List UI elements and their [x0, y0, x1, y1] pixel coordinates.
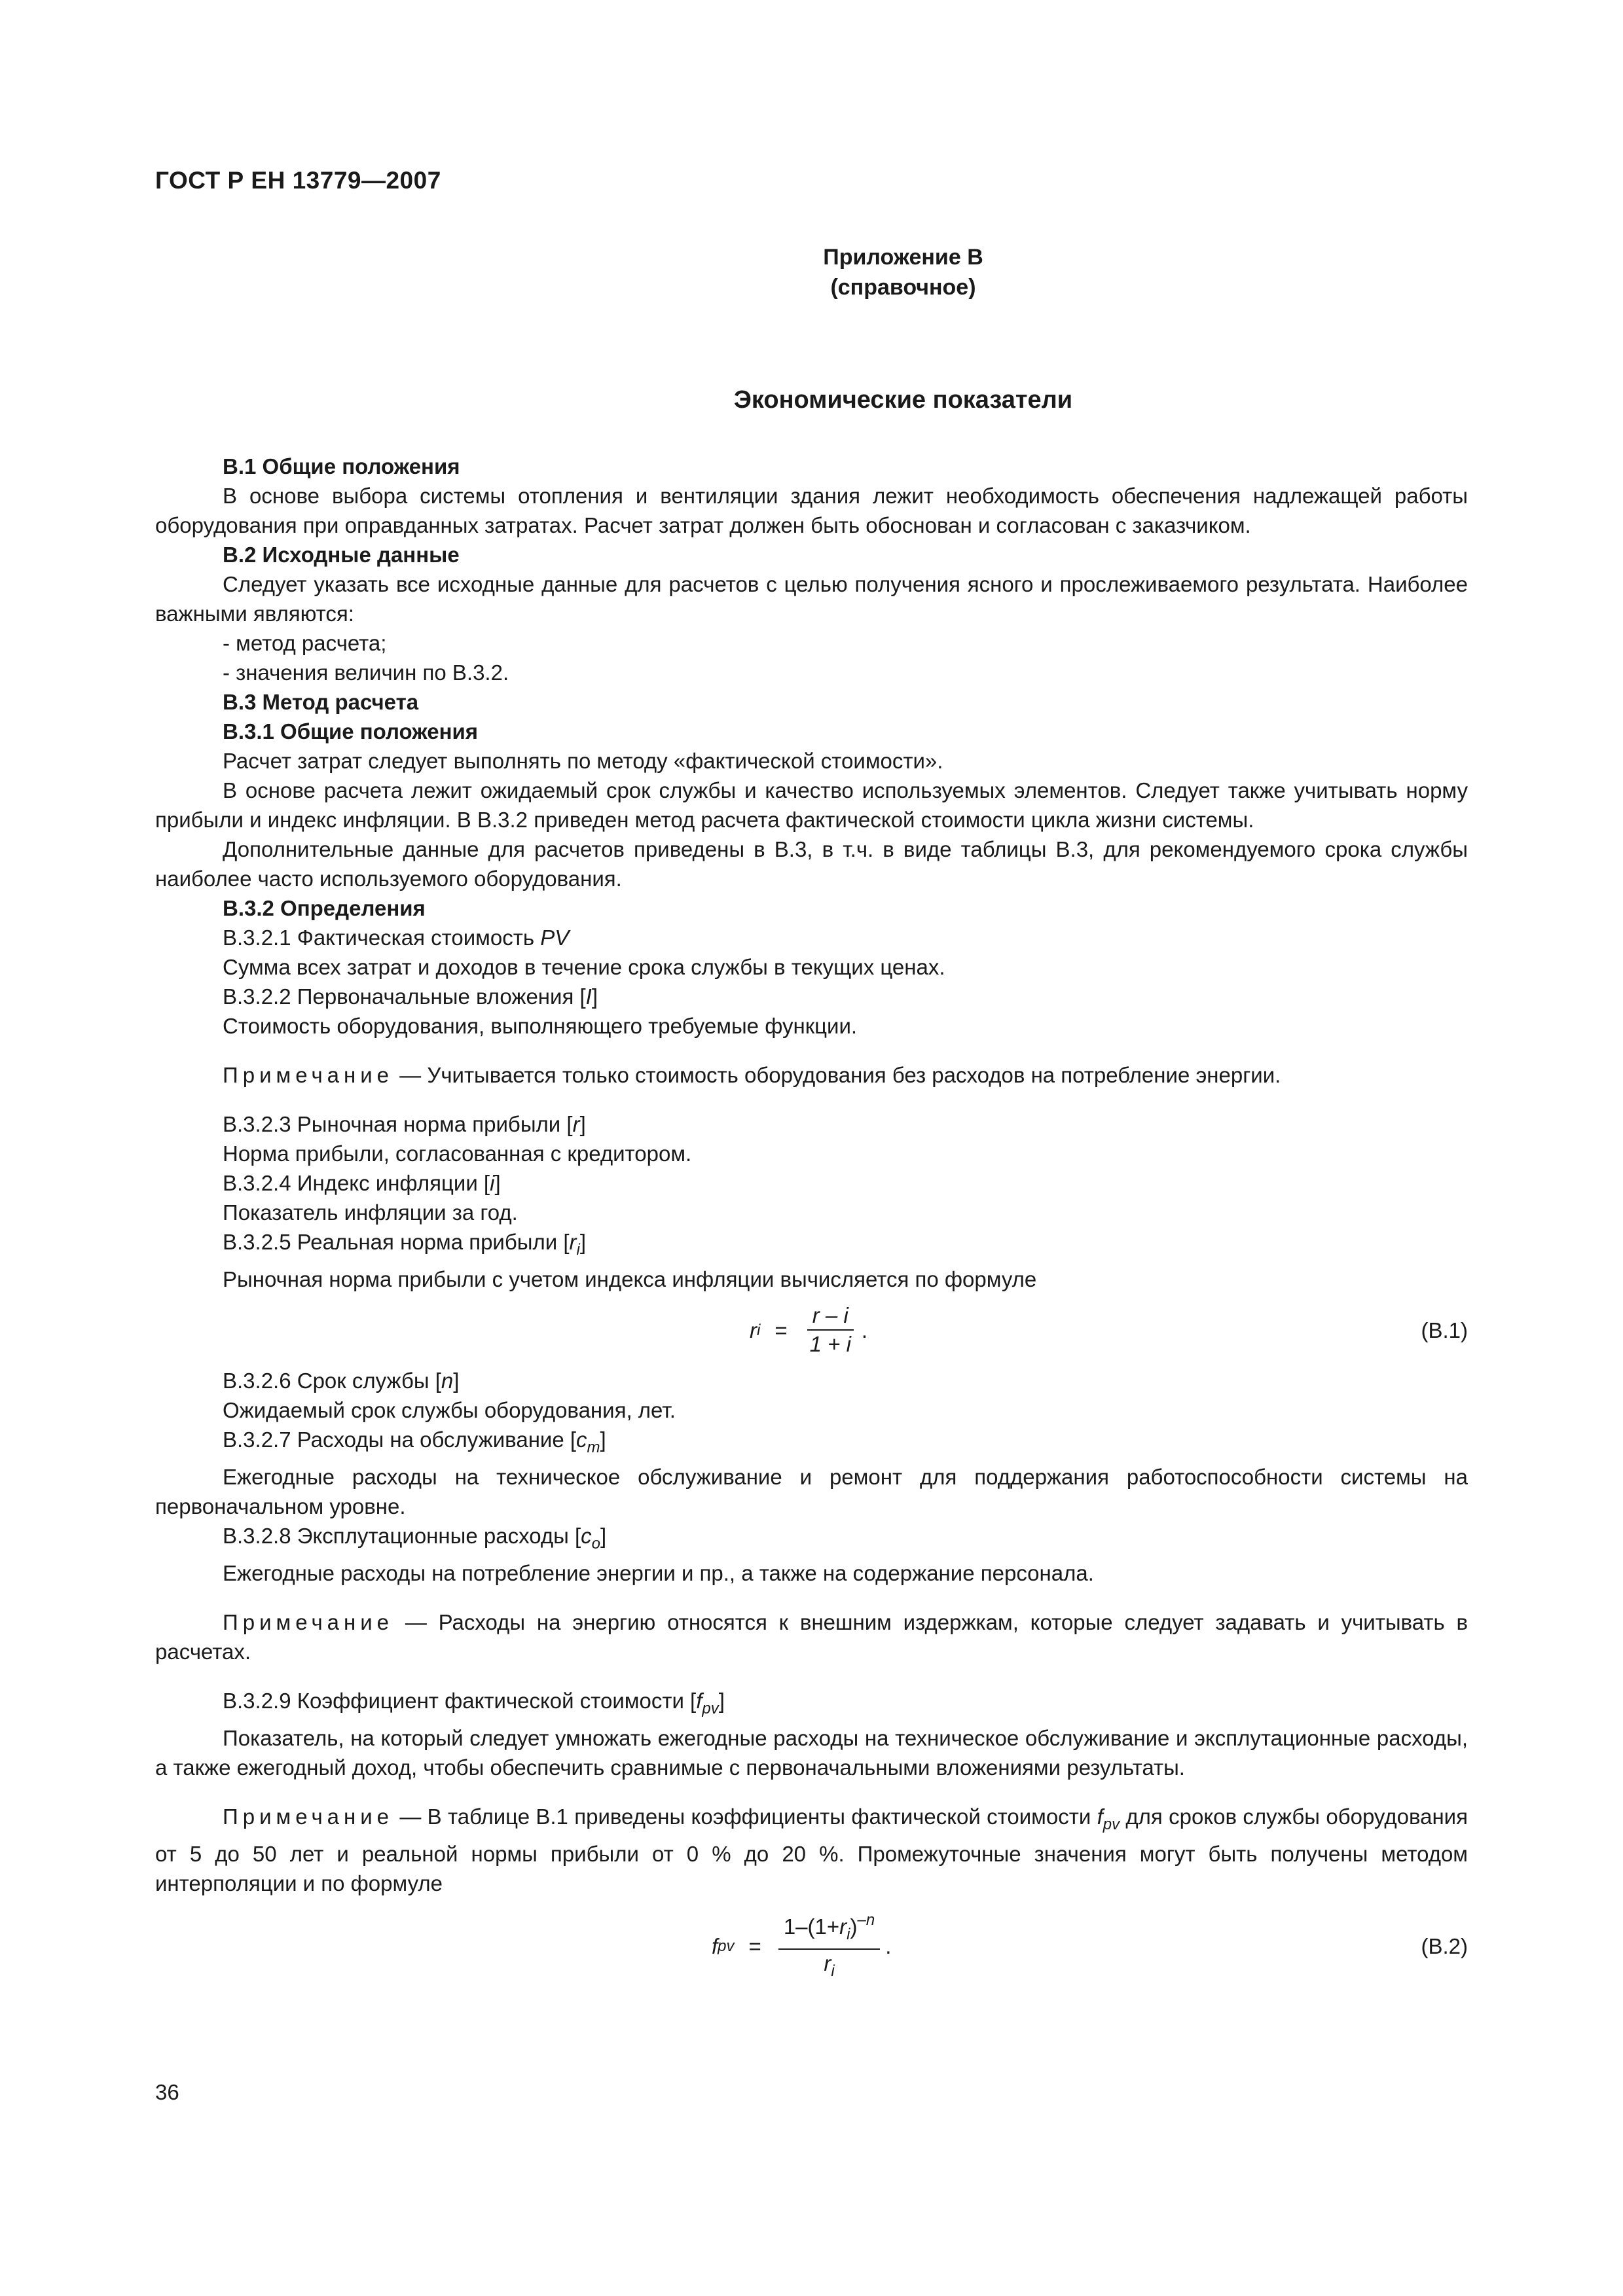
appendix-type: (справочное) [830, 275, 976, 300]
formula-b2-expression [712, 1910, 891, 1982]
note-text: для сроков службы оборудования от 5 до 50 лет и реальной нормы прибыли от 0 % до 20 %. Промежуточные значения могут быть получены методом интерполяции и по формуле [155, 1804, 1468, 1895]
bracket: ] [579, 1112, 586, 1136]
heading-b1: В.1 Общие положения [223, 454, 460, 478]
paragraph-b2: Следует указать все исходные данные для расчетов с целью получения ясного и прослеживаемого результата. Наиболее важными являются: [155, 572, 1468, 626]
numerator-text: r – i [812, 1303, 848, 1327]
definition-label: В.3.2.6 Срок службы [ [223, 1369, 441, 1393]
section-title-text: Экономические показатели [733, 386, 1073, 414]
symbol: n [441, 1369, 454, 1393]
definition-text: Сумма всех затрат и доходов в течение срока службы в текущих ценах. [223, 955, 945, 979]
note-label: Примечание [223, 1063, 394, 1087]
note-label: Примечание [223, 1610, 394, 1634]
formula-b1 [155, 1294, 1468, 1366]
note-text: — Расходы на энергию относятся к внешним издержкам, которые следует задавать и учитывать в расчетах. [155, 1610, 1468, 1664]
bracket: ] [453, 1369, 460, 1393]
fraction-numerator [807, 1303, 854, 1331]
formula-period: . [885, 1933, 892, 1958]
heading-b3: В.3 Метод расчета [223, 690, 419, 714]
list-item: - значения величин по В.3.2. [223, 660, 509, 685]
definition-text: Показатель, на который следует умножать ежегодные расходы на техническое обслуживание и эксплутационные расходы, а также ежегодный доход, чтобы обеспечить сравнимые с первоначальными вложениями результаты. [155, 1726, 1468, 1780]
bracket: ] [494, 1171, 501, 1195]
definition-label: В.3.2.2 Первоначальные вложения [ [223, 984, 586, 1009]
definition-fpv [155, 1686, 1468, 1723]
paragraph-b31-1: Расчет затрат следует выполнять по методу «фактической стоимости». [223, 749, 943, 773]
definition-r [155, 1109, 1468, 1139]
bracket: ] [591, 984, 598, 1009]
definition-text: Стоимость оборудования, выполняющего требуемые функции. [223, 1014, 858, 1038]
fraction-denominator [818, 1950, 839, 1984]
definition-cm [155, 1425, 1468, 1462]
symbol: r [569, 1230, 577, 1254]
formula-b2 [155, 1910, 1468, 1982]
symbol-subscript: m [587, 1439, 600, 1456]
formula-b1-expression [750, 1294, 867, 1366]
numerator-exponent: –n [857, 1911, 875, 1929]
fraction-numerator [778, 1908, 880, 1950]
definition-pv [155, 923, 1468, 952]
definition-label: В.3.2.9 Коэффициент фактической стоимости [ [223, 1689, 697, 1713]
definition-ri [155, 1227, 1468, 1265]
fraction [778, 1908, 880, 1984]
bracket: ] [600, 1427, 606, 1452]
definition-label: В.3.2.1 Фактическая стоимость [223, 925, 541, 950]
symbol: f [696, 1689, 702, 1713]
note-2 [155, 1607, 1468, 1666]
note-text: — В таблице В.1 приведены коэффициенты фактической стоимости [393, 1804, 1097, 1829]
symbol: r [572, 1112, 580, 1136]
appendix-heading [0, 242, 1623, 302]
heading-b32: В.3.2 Определения [223, 896, 426, 920]
symbol: f [1097, 1804, 1103, 1829]
numerator-symbol: r [839, 1914, 847, 1939]
note-text: — Учитывается только стоимость оборудования без расходов на потребление энергии. [393, 1063, 1281, 1087]
symbol-subscript: pv [702, 1700, 719, 1717]
standard-header: ГОСТ Р ЕН 13779—2007 [155, 167, 441, 194]
formula-subscript: i [757, 1321, 761, 1339]
definition-inflation [155, 1168, 1468, 1198]
symbol: i [490, 1171, 495, 1195]
document-body [155, 452, 1468, 1982]
paragraph-b31-3: Дополнительные данные для расчетов приведены в В.3, в т.ч. в виде таблицы В.3, для рекомендуемого срока службы наиболее часто используемого оборудования. [155, 837, 1468, 891]
formula-symbol: r [750, 1318, 757, 1342]
formula-number: (В.2) [1421, 1933, 1468, 1958]
numerator-part: ) [850, 1914, 858, 1939]
note-1 [155, 1060, 1468, 1090]
definition-i [155, 982, 1468, 1011]
definition-label: В.3.2.8 Эксплутационные расходы [ [223, 1524, 581, 1548]
page-number: 36 [155, 2080, 179, 2104]
list-item: - метод расчета; [223, 631, 387, 655]
definition-text: Ожидаемый срок службы оборудования, лет. [223, 1398, 676, 1422]
equals-sign: = [775, 1318, 788, 1342]
formula-symbol: f [712, 1933, 718, 1958]
numerator-part: 1–(1+ [783, 1914, 840, 1939]
appendix-title: Приложение В [823, 245, 983, 270]
symbol: I [585, 984, 592, 1009]
heading-b31: В.3.1 Общие положения [223, 719, 479, 744]
section-title [0, 386, 1623, 414]
definition-text: Норма прибыли, согласованная с кредитором. [223, 1141, 692, 1166]
formula-number: (В.1) [1421, 1318, 1468, 1342]
symbol: c [576, 1427, 587, 1452]
definition-text: Показатель инфляции за год. [223, 1200, 518, 1225]
definition-label: В.3.2.3 Рыночная норма прибыли [ [223, 1112, 573, 1136]
symbol-subscript: o [591, 1535, 601, 1552]
definition-co [155, 1521, 1468, 1558]
symbol-subscript: pv [1103, 1816, 1120, 1833]
numerator-subscript: i [847, 1926, 850, 1943]
denominator-subscript: i [831, 1962, 835, 1980]
fraction-denominator [805, 1331, 856, 1357]
definition-text: Рыночная норма прибыли с учетом индекса инфляции вычисляется по формуле [223, 1267, 1037, 1291]
denominator-symbol: r [824, 1951, 831, 1975]
symbol: c [581, 1524, 592, 1548]
formula-subscript: pv [718, 1937, 735, 1955]
paragraph-b1: В основе выбора системы отопления и вентиляции здания лежит необходимость обеспечения надлежащей работы оборудования при оправданных затратах. Расчет затрат должен быть обоснован и согласован с заказчиком. [155, 484, 1468, 537]
bracket: ] [579, 1230, 587, 1254]
paragraph-b31-2: В основе расчета лежит ожидаемый срок службы и качество используемых элементов. Следует также учитывать норму прибыли и индекс инфляции. В В.3.2 приведен метод расчета фактической стоимости цикла жизни системы. [155, 778, 1468, 832]
bracket: ] [600, 1524, 607, 1548]
heading-b2: В.2 Исходные данные [223, 543, 460, 567]
note-3 [155, 1802, 1468, 1898]
note-label: Примечание [223, 1804, 394, 1829]
definition-label: В.3.2.7 Расходы на обслуживание [ [223, 1427, 577, 1452]
fraction [805, 1303, 856, 1357]
definition-text: Ежегодные расходы на техническое обслуживание и ремонт для поддержания работоспособности системы на первоначальном уровне. [155, 1465, 1468, 1518]
symbol-subscript: i [576, 1241, 580, 1259]
definition-text: Ежегодные расходы на потребление энергии и пр., а также на содержание персонала. [223, 1561, 1094, 1585]
denominator-text: 1 + i [809, 1332, 851, 1356]
symbol: PV [540, 925, 570, 950]
definition-label: В.3.2.4 Индекс инфляции [ [223, 1171, 490, 1195]
definition-label: В.3.2.5 Реальная норма прибыли [ [223, 1230, 570, 1254]
bracket: ] [718, 1689, 725, 1713]
equals-sign: = [748, 1933, 761, 1958]
definition-n [155, 1366, 1468, 1395]
formula-period: . [861, 1318, 868, 1342]
